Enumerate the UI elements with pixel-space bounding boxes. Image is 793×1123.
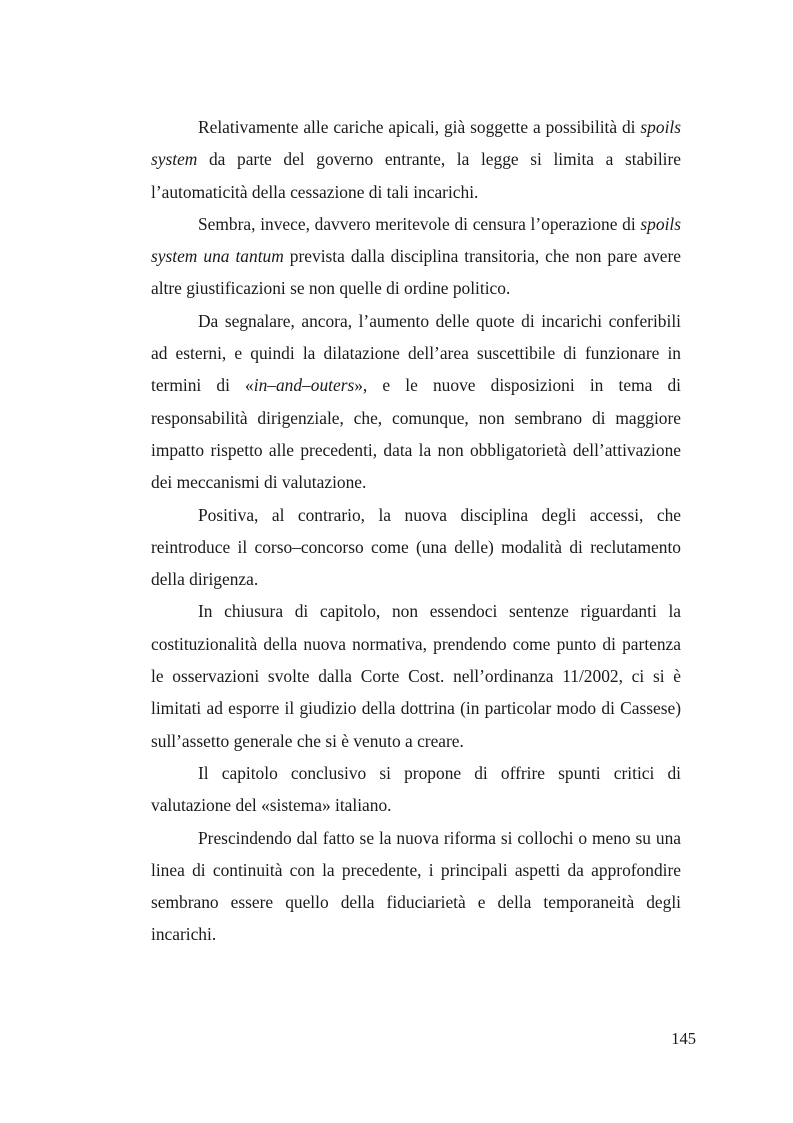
text-run: da parte del governo entrante, la legge si limita a stabilire l’automaticità della cessazione di tali incarichi. xyxy=(151,149,681,202)
italic-text-run: in–and–outers xyxy=(253,375,355,396)
italic-text-run: spoils system xyxy=(151,117,681,170)
paragraph xyxy=(151,499,681,596)
text-run: Prescindendo dal fatto se la nuova riforma si collochi o meno su una linea di continuità con la precedente, i principali aspetti da approfondire sembrano essere quello della fiduciarietà e della temporaneità degli incarichi. xyxy=(151,827,681,945)
text-run: Relativamente alle cariche apicali, già soggette a possibilità di xyxy=(198,117,641,137)
page-body xyxy=(151,111,681,951)
paragraph xyxy=(151,208,681,305)
text-run: », e le nuove disposizioni in tema di responsabilità dirigenziale, che, comunque, non sembrano di maggiore impatto rispetto alle precedenti, data la non obbligatorietà dell’attivazione dei meccanismi di valutazione. xyxy=(151,375,681,493)
paragraph xyxy=(151,305,681,499)
italic-text-run: spoils system una tantum xyxy=(151,213,681,267)
text-run: Sembra, invece, davvero meritevole di censura l’operazione di xyxy=(198,213,641,234)
text-run: In chiusura di capitolo, non essendoci sentenze riguardanti la costituzionalità della nuova normativa, prendendo come punto di partenza le osservazioni svolte dalla Corte Cost. nell’ordinanza 11/2002, ci si è limitati ad esporre il giudizio della dottrina (in particolar modo di Cassese) sull’assetto generale che si è venuto a creare. xyxy=(151,601,681,751)
page-number: 145 xyxy=(671,1029,696,1048)
paragraph xyxy=(151,111,681,208)
paragraph xyxy=(151,822,681,951)
text-run: Positiva, al contrario, la nuova disciplina degli accessi, che reintroduce il corso–concorso come (una delle) modalità di reclutamento della dirigenza. xyxy=(151,504,681,590)
text-run: Da segnalare, ancora, l’aumento delle quote di incarichi conferibili ad esterni, e quindi la dilatazione dell’area suscettibile di funzionare in termini di « xyxy=(151,310,681,396)
text-run: prevista dalla disciplina transitoria, che non pare avere altre giustificazioni se non quelle di ordine politico. xyxy=(151,246,681,299)
text-run: Il capitolo conclusivo si propone di offrire spunti critici di valutazione del «sistema» italiano. xyxy=(151,762,681,816)
paragraph xyxy=(151,595,681,756)
paragraph xyxy=(151,757,681,822)
